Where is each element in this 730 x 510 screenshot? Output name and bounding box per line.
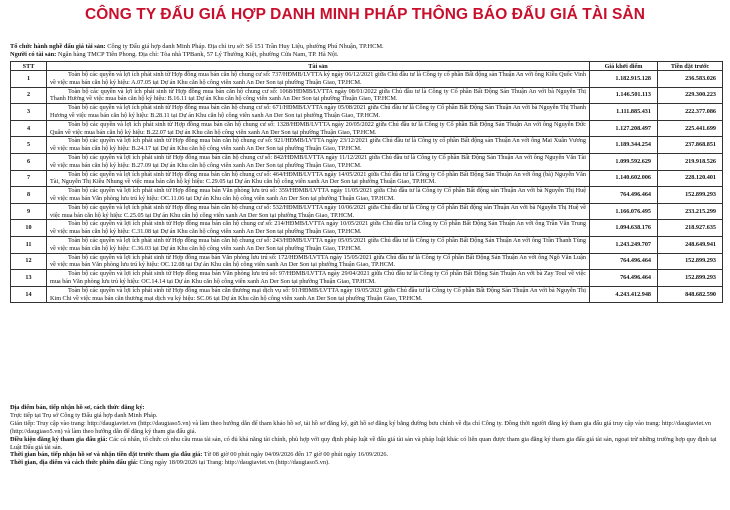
owner-line (10, 51, 722, 59)
table-row (11, 270, 723, 287)
cell-deposit: 222.377.086 (658, 104, 723, 121)
org-info (10, 43, 722, 60)
cell-price: 764.496.464 (590, 270, 658, 287)
footer-sale-time-line (10, 451, 722, 459)
cell-price: 1.146.501.113 (590, 87, 658, 104)
footer-session-label: Thời gian, địa điểm và cách thức phiên đấu giá: (10, 459, 138, 467)
owner-label: Người có tài sản: (10, 51, 57, 59)
cell-stt: 5 (11, 137, 47, 154)
cell-stt: 12 (11, 253, 47, 270)
footer-sale-time-text: Từ 08 giờ 00 phút ngày 04/09/2026 đến 17 giờ 00 phút ngày 16/09/2026. (202, 451, 389, 459)
header-asset: Tài sản (47, 62, 590, 71)
cell-deposit: 218.927.635 (658, 220, 723, 237)
owner-text: Ngân hàng TMCP Tiên Phong. Địa chỉ: Tòa nhà TPBank, 57 Lý Thường Kiệt, phường Cửa Nam, TP. Hà Nội. (56, 51, 339, 59)
cell-asset: Toàn bộ các quyền và lợi ích phát sinh từ Hợp đồng mua bán căn hộ chung cư số: 671/HĐMB/LVTTA ngày 05/08/2021 giữa Chủ đầu tư là Công ty Cổ phần Bất Động Sản Thuận An với bà Nguyễn Thị Thanh Hương về việc mua bán căn hộ ký hiệu: B.28.11 tại Dự án Khu căn hộ công viên xanh An Der Son tại phường Thuận Giao, TP.HCM. (47, 104, 590, 121)
cell-deposit: 225.441.699 (658, 120, 723, 137)
table-row (11, 104, 723, 121)
auction-footer (10, 404, 722, 467)
footer-session-line (10, 459, 722, 467)
cell-deposit: 236.583.026 (658, 71, 723, 88)
cell-stt: 10 (11, 220, 47, 237)
cell-price: 1.099.592.629 (590, 153, 658, 170)
table-row (11, 120, 723, 137)
footer-indirect-line: Gián tiếp: Truy cập vào trang: http://daugiaviet.vn (http://daugiaso5.vn) và làm theo hướng dẫn để tham khảo hồ sơ, tải hồ sơ đăng ký, gửi hồ sơ đăng ký bằng đường bưu chính về địa chỉ Công ty. Đồng thời người đăng ký tham gia đấu giá truy cập vào trang: http://daugiaviet.vn (http://daugiaso5.vn) và làm theo hướng dẫn để đăng ký tham gia đấu giá. (10, 419, 712, 435)
cell-deposit: 237.868.851 (658, 137, 723, 154)
cell-stt: 4 (11, 120, 47, 137)
footer-conditions-line (10, 436, 722, 452)
footer-direct-line: Trực tiếp tại Trụ sở Công ty Đấu giá hợp danh Minh Pháp. (10, 411, 158, 419)
footer-session-text: Cùng ngày 18/09/2026 tại Trang: http://daugiaviet.vn (http://daugiaso5.vn). (137, 459, 330, 467)
table-header-row (11, 62, 723, 71)
cell-stt: 2 (11, 87, 47, 104)
cell-price: 764.496.464 (590, 187, 658, 204)
cell-deposit: 152.899.293 (658, 253, 723, 270)
cell-stt: 9 (11, 203, 47, 220)
cell-asset: Toàn bộ các quyền và lợi ích phát sinh từ Hợp đồng mua bán căn thương mại dịch vụ số: 91/HĐMB/LVTTA ngày 19/05/2021 giữa Chủ đầu tư là Công ty Cổ phần Bất Động Sản Thuận An với bà Nguyễn Thị Kim Chi về việc mua bán căn thương mại dịch vụ ký hiệu: SC.06 tại Dự án Khu căn hộ công viên xanh An Der Son tại phường Thuận Giao, TP.HCM. (47, 286, 590, 303)
cell-price: 764.496.464 (590, 253, 658, 270)
header-price: Giá khởi điểm (590, 62, 658, 71)
table-row (11, 137, 723, 154)
cell-asset: Toàn bộ các quyền và lợi ích phát sinh từ Hợp đồng mua bán căn hộ chung cư số: 842/HĐMB/LVTTA ngày 11/12/2021 giữa Chủ đầu tư là Công ty Cổ phần Bất Động Sản Thuận An với ông Nguyễn Văn Tài về việc mua bán căn hộ ký hiệu: B.27.09 tại Dự án Khu căn hộ công viên xanh An Der Son tại phường Thuận Giao, TP.HCM. (47, 153, 590, 170)
cell-asset: Toàn bộ các quyền và lợi ích phát sinh từ Hợp đồng mua bán Văn phòng lưu trú số: 172/HĐMB/LVTTA ngày 15/05/2021 giữa Chủ đầu tư là Công ty Cổ phần Bất Động Sản Thuận An với ông Ngô Văn Luận về việc mua bán Văn phòng lưu trú ký hiệu: OC.12.08 tại Dự án Khu căn hộ công viên xanh An Der Son tại phường Thuận Giao, TP.HCM. (47, 253, 590, 270)
table-row (11, 253, 723, 270)
cell-deposit: 152.899.293 (658, 270, 723, 287)
org-text: Công ty Đấu giá hợp danh Minh Pháp. Địa chỉ trụ sở: Số 151 Trần Huy Liệu, phường Phú Nhuận, TP.HCM. (105, 43, 384, 50)
cell-asset: Toàn bộ các quyền và lợi ích phát sinh từ Hợp đồng mua bán Văn phòng lưu trú số: 359/HĐMB/LVTTA ngày 11/05/2021 giữa Chủ đầu tư là Công ty Cổ phần Bất động sản Thuận An với bà Nguyễn Thị Huệ về việc mua bán Văn phòng lưu trú ký hiệu: OC.11.06 tại Dự án Khu căn hộ công viên xanh An Der Son tại phường Thuận Giao, TP.HCM. (47, 187, 590, 204)
org-line (10, 43, 722, 51)
cell-price: 1.111.885.431 (590, 104, 658, 121)
footer-location-label: Địa điểm bán, tiếp nhận hồ sơ, cách thức đăng ký: (10, 404, 145, 411)
cell-price: 1.094.638.176 (590, 220, 658, 237)
cell-asset: Toàn bộ các quyền và lợi ích phát sinh từ Hợp đồng mua bán căn hộ chung cư số: 532/HĐMB/LVTTA ngày 10/06/2021 giữa Chủ đầu tư là Công ty Cổ phần Bất động sản Thuận An với bà Nguyễn Thị Huệ về việc mua bán căn hộ ký hiệu: C.25.05 tại Dự án Khu căn hộ công viên xanh An Der Son tại phường Thuận Giao, TP.HCM. (47, 203, 590, 220)
cell-stt: 13 (11, 270, 47, 287)
asset-table (10, 61, 723, 303)
cell-stt: 7 (11, 170, 47, 187)
cell-deposit: 233.215.299 (658, 203, 723, 220)
cell-stt: 14 (11, 286, 47, 303)
cell-price: 1.243.249.707 (590, 236, 658, 253)
table-row (11, 286, 723, 303)
cell-price: 1.140.602.006 (590, 170, 658, 187)
footer-conditions-text: Các cá nhân, tổ chức có nhu cầu mua tài sản, có đủ khả năng tài chính, phù hợp với quy định pháp luật về đấu giá tài sản và pháp luật khác có liên quan được tham gia đăng ký tham gia đấu giá tài sản, ngoại trừ những trường hợp quy định tại Luật Đấu giá tài sản. (10, 435, 717, 451)
footer-conditions-label: Điều kiện đăng ký tham gia đấu giá: (10, 435, 108, 443)
footer-sale-time-label: Thời gian bán, tiếp nhận hồ sơ và nhận tiền đặt trước tham gia đấu giá: (10, 451, 203, 459)
table-row (11, 71, 723, 88)
cell-asset: Toàn bộ các quyền và lợi ích phát sinh từ Hợp đồng mua bán Văn phòng lưu trú số: 97/HĐMB/LVTTA ngày 29/04/2021 giữa Chủ đầu tư là Công ty Cổ phần Bất Động Sản Thuận An với bà Zay Toul về việc mua bán Văn phòng lưu trú ký hiệu: OC.14.14 tại Dự án Khu căn hộ công viên xanh An Der Son tại phường Thuận Giao, TP.HCM. (47, 270, 590, 287)
cell-deposit: 248.649.941 (658, 236, 723, 253)
cell-asset: Toàn bộ các quyền và lợi ích phát sinh từ Hợp đồng mua bán căn hộ chung cư số: 1068/HĐMB/LVTTA ngày 08/01/2022 giữa Chủ đầu tư là Công ty Cổ phần Bất Động Sản Thuận An với bà Nguyễn Thị Thanh Hương về việc mua bán căn hộ ký hiệu: B.16.11 tại Dự án Khu căn hộ công viên xanh An Der Son tại phường Thuận Giao, TP.HCM. (47, 87, 590, 104)
cell-asset: Toàn bộ các quyền và lợi ích phát sinh từ Hợp đồng mua bán căn hộ chung cư số: 243/HĐMB/LVTTA ngày 05/05/2021 giữa Chủ đầu tư là Công ty Cổ phần Bất Động Sản Thuận An với ông Trần Thanh Tùng về việc mua bán căn hộ ký hiệu: C.36.03 tại Dự án Khu căn hộ công viên xanh An Der Son tại phường Thuận Giao, TP.HCM. (47, 236, 590, 253)
table-row (11, 236, 723, 253)
cell-stt: 1 (11, 71, 47, 88)
cell-stt: 8 (11, 187, 47, 204)
cell-stt: 3 (11, 104, 47, 121)
footer-location-line (10, 404, 722, 412)
cell-price: 1.189.344.254 (590, 137, 658, 154)
cell-deposit: 848.682.590 (658, 286, 723, 303)
table-row (11, 87, 723, 104)
cell-deposit: 229.300.223 (658, 87, 723, 104)
cell-deposit: 228.120.401 (658, 170, 723, 187)
table-row (11, 170, 723, 187)
table-row (11, 153, 723, 170)
cell-asset: Toàn bộ các quyền và lợi ích phát sinh từ Hợp đồng mua bán căn hộ chung cư số: 921/HĐMB/LVTTA ngày 23/12/2021 giữa Chủ đầu tư là Công ty cổ phần Bất động sản Thuận An với ông Mai Xuân Vương về việc mua bán căn hộ ký hiệu: B.24.17 tại Dự án Khu căn hộ công viên xanh An Der Son tại phường Thuận Giao, TP.HCM. (47, 137, 590, 154)
cell-asset: Toàn bộ các quyền và lợi ích phát sinh từ Hợp đồng mua bán căn hộ chung cư số: 214/HĐMB/LVTTA ngày 10/05/2021 giữa Chủ đầu tư là Công ty Cổ phần Bất Động Sản Thuận An với ông Trần Văn Trung về việc mua bán căn hộ ký hiệu: C.31.08 tại Dự án Khu căn hộ công viên xanh An Der Son tại phường Thuận Giao, TP.HCM. (47, 220, 590, 237)
cell-stt: 6 (11, 153, 47, 170)
cell-asset: Toàn bộ các quyền và lợi ích phát sinh từ Hợp đồng mua bán căn hộ chung cư số: 464/HĐMB/LVTTA ngày 14/05/2021 giữa Chủ đầu tư là Công ty Cổ phần Bất Động Sản Thuận An với ông (bà) Nguyễn Văn Tài, Nguyễn Thị Kiều Nhung về việc mua bán căn hộ ký hiệu: C.29.05 tại Dự án Khu căn hộ công viên xanh An Der Son tại phường Thuận Giao, TP.HCM. (47, 170, 590, 187)
cell-deposit: 219.918.526 (658, 153, 723, 170)
org-label: Tổ chức hành nghề đấu giá tài sản: (10, 43, 106, 50)
cell-price: 1.182.915.128 (590, 71, 658, 88)
cell-stt: 11 (11, 236, 47, 253)
table-row (11, 203, 723, 220)
cell-price: 4.243.412.948 (590, 286, 658, 303)
cell-deposit: 152.899.293 (658, 187, 723, 204)
page-title: CÔNG TY ĐẤU GIÁ HỢP DANH MINH PHÁP THÔNG BÁO ĐẤU GIÁ TÀI SẢN (84, 6, 646, 23)
table-row (11, 187, 723, 204)
table-row (11, 220, 723, 237)
header-deposit: Tiền đặt trước (658, 62, 723, 71)
header-stt: STT (11, 62, 47, 71)
cell-price: 1.166.076.495 (590, 203, 658, 220)
cell-price: 1.127.208.497 (590, 120, 658, 137)
cell-asset: Toàn bộ các quyền và lợi ích phát sinh từ Hợp đồng mua bán căn hộ chung cư số: 1328/HĐMB/LVTTA ngày 20/05/2022 giữa Chủ đầu tư là Công ty Cổ phần Bất Động Sản Thuận An với ông Nguyễn Đức Quân về việc mua bán căn hộ ký hiệu: B.22.07 tại Dự án Khu căn hộ công viên xanh An Der Son tại phường Thuận Giao, TP.HCM. (47, 120, 590, 137)
cell-asset: Toàn bộ các quyền và lợi ích phát sinh từ Hợp đồng mua bán căn hộ chung cư số: 737/HĐMB/LVTTA ký ngày 06/12/2021 giữa Chủ đầu tư là Công ty cổ phần Bất động sản Thuận An với ông Kiều Quốc Vinh về việc mua bán căn hộ ký hiệu: A.07.05 tại Dự án Khu căn hộ công viên xanh An Der Son tại phường Thuận Giao, TP.HCM. (47, 71, 590, 88)
